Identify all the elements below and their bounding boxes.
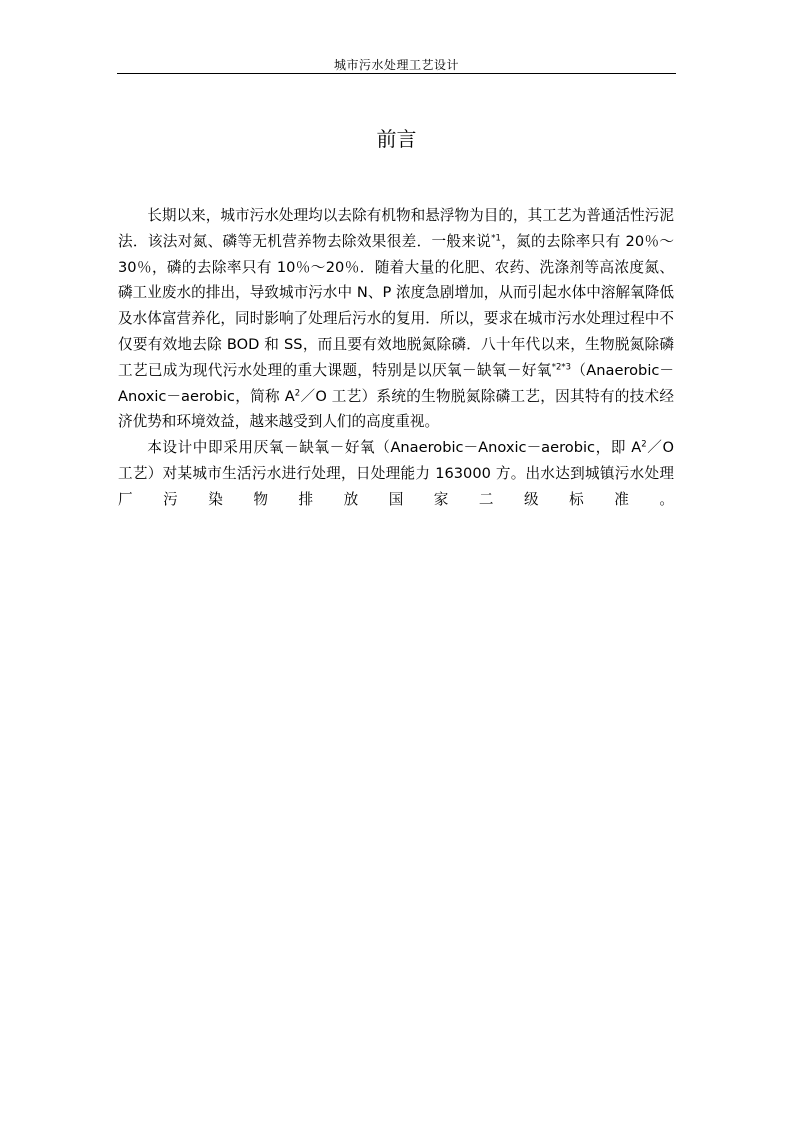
reference-marker-2: *2*3 bbox=[551, 361, 571, 372]
superscript-2: 2 bbox=[641, 438, 647, 449]
paragraph-2-text-b: ／O 工艺）对某城市生活污水进行处理，日处理能力 163000 方。出水达到城镇污水处理厂污染物排放国家二级标准。 bbox=[118, 439, 674, 508]
paragraph-1-text-d: ／O 工艺）系统的生物脱氮除磷工艺，因其特有的技术经济优势和环境效益，越来越受到人们的高度重视。 bbox=[118, 387, 675, 431]
header-rule bbox=[117, 73, 676, 74]
superscript-2: 2 bbox=[294, 387, 301, 398]
running-header: 城市污水处理工艺设计 bbox=[333, 58, 459, 72]
paragraph-1-text-a: 长期以来，城市污水处理均以去除有机物和悬浮物为目的，其工艺为普通活性污泥法．该法对氮、磷等无机营养物去除效果很差．一般来说 bbox=[118, 207, 674, 250]
page-title: 前言 bbox=[376, 127, 417, 151]
paragraph-2 bbox=[118, 435, 674, 512]
paragraph-1-text-c: （Anaerobic－Anoxic－aerobic，简称 A bbox=[118, 361, 674, 405]
body-text bbox=[118, 203, 674, 513]
paragraph-2-text-a: 本设计中即采用厌氧－缺氧－好氧（Anaerobic－Anoxic－aerobic，即 A bbox=[147, 439, 642, 457]
reference-marker-1: *1 bbox=[491, 232, 501, 243]
paragraph-1-text-b: ，氮的去除率只有 20％～30％，磷的去除率只有 10％～20％．随着大量的化肥、农药、洗涤剂等高浓度氮、磷工业废水的排出，导致城市污水中 N、P 浓度急剧增加，从而引起水体中溶解氧降低及水体富营养化，同时影响了处理后污水的复用．所以，要求在城市污水处理过程中不仅要有效地去除 BOD 和 SS，而且要有效地脱氮除磷．八十年代以来，生物脱氮除磷工艺已成为现代污水处理的重大课题，特别是以厌氧－缺氧－好氧 bbox=[118, 232, 674, 379]
paragraph-1 bbox=[118, 203, 674, 435]
